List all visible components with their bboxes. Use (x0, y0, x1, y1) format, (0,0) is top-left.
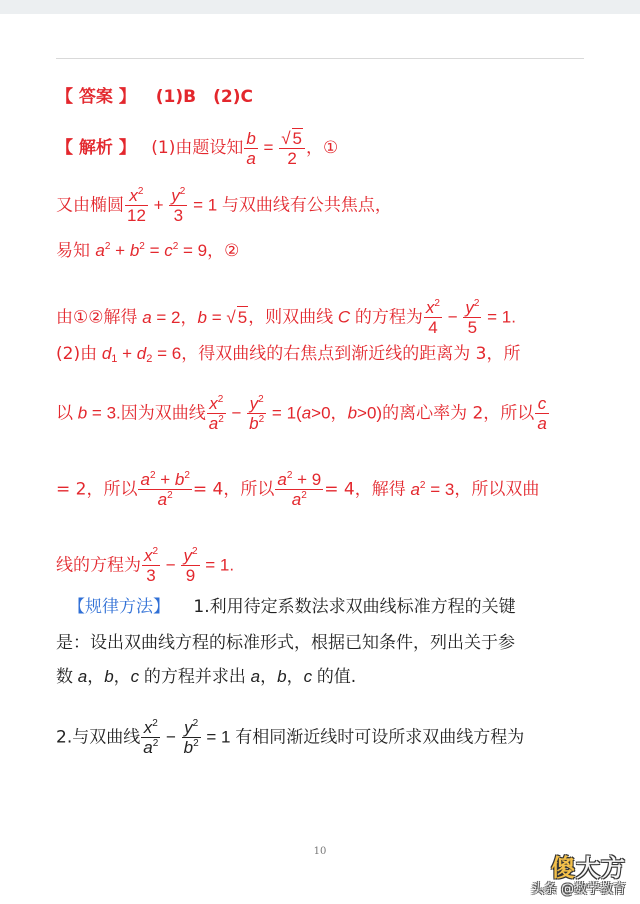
method-text-4-pre: 2.与双曲线 (56, 727, 141, 748)
method-line-3: 数 a，b，c 的方程并求出 a，b，c 的值. (56, 667, 357, 687)
analysis-line-1: 【 解析 】 (1)由题设知 $\frac{b}{a}$ = $\frac{√ 5}{2}$ ，① (56, 128, 339, 168)
fraction-y2-over-3: $\frac{y^2}{3}$ (171, 186, 186, 225)
analysis-line-6: 以 b = 3.因为双曲线 $\frac{x^2}{a^2}$ − $\frac{y^2}{b^2}$ = 1(a>0，b>0)的离心率为 2，所以 $\frac{c}{a}$ (56, 394, 547, 433)
answer-label: 【 答案 】 (56, 87, 136, 107)
because-hyperbola: 因为双曲线 (120, 403, 206, 424)
fraction-b-over-a: $\frac{b}{a}$ (246, 128, 256, 168)
fraction-x2-over-3: $\frac{x^2}{3}$ (144, 546, 159, 585)
analysis-line-7: = 2，所以 $\frac{a^2 + b^2}{a^2}$ = 4，所以 $\frac{a^2 + 9}{a^2}$ = 4，解得 $a^2 = 3$，所以双曲 (56, 470, 540, 509)
method-text-3-pre: 数 (56, 667, 73, 687)
easy-know: 易知 (56, 241, 90, 261)
eccentricity-text: 的离心率为 2，所以 (382, 403, 535, 424)
method-text-2: 是：设出双曲线方程的标准形式，根据已知条件，列出关于参 (56, 633, 515, 653)
ellipse-suffix: 与双曲线有公共焦点， (221, 195, 392, 216)
method-text-3-tail: 的值. (316, 667, 357, 687)
top-frame (0, 0, 640, 14)
watermark-logo: 傻大方 (551, 854, 626, 882)
answer-line (56, 86, 253, 108)
analysis-line-3 (56, 240, 239, 262)
fraction-a2b2-over-a2: $\frac{a^2 + b^2}{a^2}$ (140, 470, 190, 509)
ellipse-prefix: 又由椭圆 (56, 195, 124, 216)
solve-prefix: 由①②解得 (56, 307, 138, 328)
method-text-4-tail: 有相同渐近线时可设所求双曲线方程为 (235, 727, 525, 748)
method-line-2 (56, 632, 515, 654)
fraction-y2-over-9: $\frac{y^2}{9}$ (183, 546, 198, 585)
page-number: 10 (313, 846, 327, 857)
header-rule (56, 58, 584, 59)
watermark (520, 848, 630, 898)
conclusion-text: ，所以双曲 (454, 479, 540, 500)
solve-text: = 4，解得 (324, 479, 406, 500)
circled-1: ，① (306, 138, 339, 158)
fraction-x2-over-a2-method: $\frac{x^2}{a^2}$ (143, 718, 159, 757)
watermark-source: 头条 @数学教育 (530, 882, 626, 897)
fraction-a2plus9-over-a2: $\frac{a^2 + 9}{a^2}$ (277, 470, 322, 509)
fraction-y2-over-5: $\frac{y^2}{5}$ (465, 298, 480, 337)
fraction-y2-over-b2: $\frac{y^2}{b^2}$ (249, 394, 265, 433)
equals-4-text: = 4，所以 (192, 479, 275, 500)
equation-is: 的方程为 (354, 307, 423, 328)
fraction-x2-over-a2: $\frac{x^2}{a^2}$ (208, 394, 224, 433)
fraction-c-over-a: $\frac{c}{a}$ (537, 394, 547, 433)
part2-text: ，得双曲线的右焦点到渐近线的距离为 3，所 (181, 344, 521, 364)
fraction-sqrt5-over-2: $\frac{√ 5}{2}$ (279, 128, 305, 168)
analysis-line-2: 又由椭圆 $\frac{x^2}{12}$ + $\frac{y^2}{3}$ = 1 与双曲线有公共焦点， (56, 186, 392, 225)
equation-abc: $a^2 + b^2 = c^2 = 9$ (95, 241, 208, 260)
fraction-x2-over-12: $\frac{x^2}{12}$ (127, 186, 146, 225)
circled-2: ，② (207, 241, 240, 261)
final-equation-prefix: 线的方程为 (56, 555, 141, 576)
fraction-y2-over-b2-method: $\frac{y^2}{b^2}$ (183, 718, 199, 757)
analysis-line-5: (2)由 $d_1 + d_2 = 6$，得双曲线的右焦点到渐近线的距离为 3，所 (56, 344, 521, 365)
analysis-line-8: 线的方程为 $\frac{x^2}{3}$ − $\frac{y^2}{9}$ = 1. (56, 546, 235, 585)
part2-prefix: (2)由 (56, 344, 98, 364)
analysis-text-1: (1)由题设知 (151, 138, 244, 158)
analysis-line-4: 由①②解得 a = 2，b = √ 5，则双曲线 C 的方程为 $\frac{x^2}{4}$ − $\frac{y^2}{5}$ = 1. (56, 298, 516, 337)
method-line-1 (68, 596, 516, 618)
so-prefix: 以 (56, 403, 73, 424)
answer-text: (1)B (2)C (155, 87, 253, 107)
method-text-3-mid: 的方程并求出 (143, 667, 246, 687)
method-text-1: 1.利用待定系数法求双曲线标准方程的关键 (193, 597, 516, 617)
then-hyperbola: ，则双曲线 (248, 307, 334, 328)
method-line-4: 2.与双曲线 $\frac{x^2}{a^2}$ − $\frac{y^2}{b^2}$ = 1 有相同渐近线时可设所求双曲线方程为 (56, 718, 525, 757)
equals-2-text: = 2，所以 (56, 479, 138, 500)
fraction-x2-over-4: $\frac{x^2}{4}$ (425, 298, 440, 337)
analysis-label: 【 解析 】 (56, 138, 136, 158)
method-label: 【规律方法】 (68, 597, 170, 617)
